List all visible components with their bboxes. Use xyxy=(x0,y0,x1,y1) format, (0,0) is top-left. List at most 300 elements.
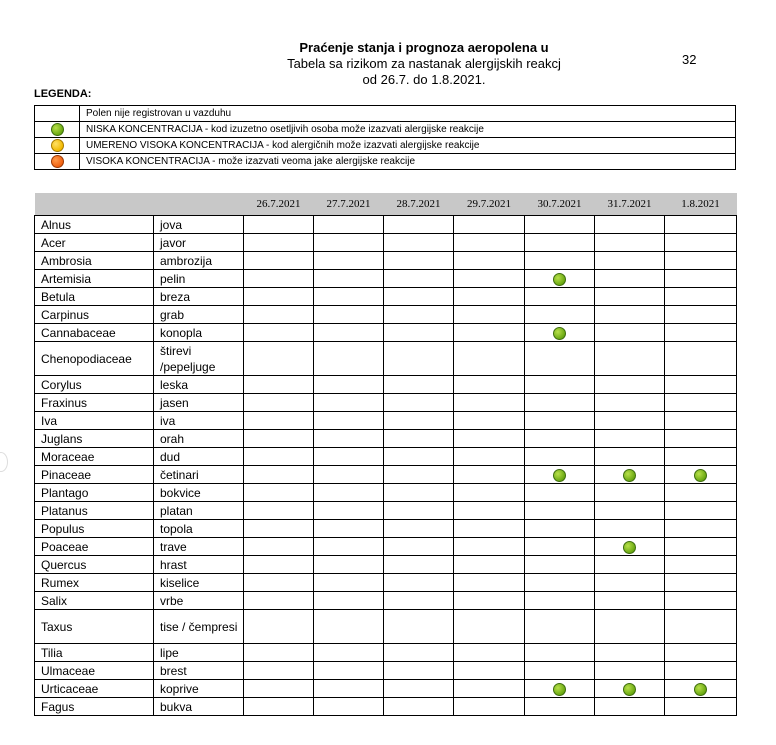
latin-name-cell: Urticaceae xyxy=(35,680,154,698)
forecast-cell xyxy=(525,324,595,342)
forecast-cell xyxy=(525,610,595,644)
latin-name-cell: Platanus xyxy=(35,502,154,520)
forecast-cell xyxy=(384,574,454,592)
forecast-cell xyxy=(454,324,525,342)
forecast-cell xyxy=(665,592,737,610)
forecast-cell xyxy=(525,556,595,574)
forecast-cell xyxy=(244,342,314,376)
concentration-dot-icon xyxy=(623,469,636,482)
forecast-cell xyxy=(454,342,525,376)
forecast-cell xyxy=(454,538,525,556)
latin-name-cell: Artemisia xyxy=(35,270,154,288)
forecast-cell xyxy=(244,556,314,574)
forecast-cell xyxy=(595,412,665,430)
legend-text: NISKA KONCENTRACIJA - kod izuzetno osetljivih osoba može izazvati alergijske reakcije xyxy=(80,122,736,138)
forecast-cell xyxy=(244,234,314,252)
legend-swatch xyxy=(35,154,80,170)
forecast-cell xyxy=(454,448,525,466)
forecast-cell xyxy=(454,610,525,644)
concentration-dot-icon xyxy=(553,327,566,340)
forecast-cell xyxy=(244,610,314,644)
concentration-dot-icon xyxy=(623,541,636,554)
forecast-cell xyxy=(454,680,525,698)
forecast-cell xyxy=(384,216,454,234)
forecast-cell xyxy=(665,556,737,574)
forecast-cell xyxy=(314,644,384,662)
table-row xyxy=(35,680,737,698)
forecast-cell xyxy=(384,484,454,502)
local-name-cell: konopla xyxy=(154,324,244,342)
local-name-cell: dud xyxy=(154,448,244,466)
legend-swatch xyxy=(35,138,80,154)
forecast-cell xyxy=(454,662,525,680)
forecast-cell xyxy=(384,680,454,698)
forecast-cell xyxy=(384,234,454,252)
forecast-cell xyxy=(525,698,595,716)
date-header-cell: 29.7.2021 xyxy=(454,193,525,216)
forecast-cell xyxy=(384,448,454,466)
forecast-cell xyxy=(454,644,525,662)
forecast-cell xyxy=(525,448,595,466)
latin-name-cell: Corylus xyxy=(35,376,154,394)
pollen-forecast-table xyxy=(34,193,737,716)
concentration-dot-icon xyxy=(51,155,64,168)
local-name-cell: ambrozija xyxy=(154,252,244,270)
forecast-cell xyxy=(525,216,595,234)
forecast-cell xyxy=(525,306,595,324)
forecast-cell xyxy=(244,698,314,716)
table-row xyxy=(35,342,737,376)
latin-name-cell: Moraceae xyxy=(35,448,154,466)
legend-row xyxy=(35,154,736,170)
table-row xyxy=(35,216,737,234)
forecast-cell xyxy=(314,556,384,574)
forecast-cell xyxy=(665,698,737,716)
table-row xyxy=(35,288,737,306)
forecast-cell xyxy=(454,412,525,430)
forecast-cell xyxy=(384,412,454,430)
forecast-cell xyxy=(244,270,314,288)
forecast-cell xyxy=(244,538,314,556)
latin-name-cell: Plantago xyxy=(35,484,154,502)
forecast-cell xyxy=(665,234,737,252)
forecast-cell xyxy=(244,662,314,680)
latin-name-cell: Fraxinus xyxy=(35,394,154,412)
table-row xyxy=(35,234,737,252)
table-row xyxy=(35,484,737,502)
forecast-cell xyxy=(384,288,454,306)
forecast-cell xyxy=(525,270,595,288)
forecast-cell xyxy=(665,538,737,556)
latin-name-cell: Acer xyxy=(35,234,154,252)
forecast-cell xyxy=(595,306,665,324)
forecast-cell xyxy=(595,270,665,288)
latin-name-cell: Salix xyxy=(35,592,154,610)
forecast-cell xyxy=(595,288,665,306)
forecast-cell xyxy=(384,466,454,484)
forecast-cell xyxy=(244,484,314,502)
concentration-dot-icon xyxy=(553,469,566,482)
local-name-cell: platan xyxy=(154,502,244,520)
forecast-cell xyxy=(595,484,665,502)
forecast-cell xyxy=(454,270,525,288)
latin-name-cell: Poaceae xyxy=(35,538,154,556)
table-row xyxy=(35,574,737,592)
concentration-dot-icon xyxy=(51,123,64,136)
forecast-cell xyxy=(314,520,384,538)
forecast-cell xyxy=(314,466,384,484)
date-header-cell: 1.8.2021 xyxy=(665,193,737,216)
latin-name-cell: Ulmaceae xyxy=(35,662,154,680)
forecast-cell xyxy=(314,252,384,270)
table-row xyxy=(35,698,737,716)
forecast-cell xyxy=(665,662,737,680)
local-name-cell: breza xyxy=(154,288,244,306)
forecast-cell xyxy=(665,216,737,234)
forecast-cell xyxy=(384,520,454,538)
forecast-cell xyxy=(525,574,595,592)
forecast-cell xyxy=(595,662,665,680)
forecast-cell xyxy=(454,376,525,394)
forecast-cell xyxy=(454,484,525,502)
forecast-cell xyxy=(314,288,384,306)
forecast-cell xyxy=(525,644,595,662)
forecast-cell xyxy=(665,610,737,644)
forecast-cell xyxy=(384,342,454,376)
forecast-cell xyxy=(384,698,454,716)
forecast-cell xyxy=(314,680,384,698)
latin-name-cell: Alnus xyxy=(35,216,154,234)
forecast-cell xyxy=(665,288,737,306)
forecast-cell xyxy=(525,376,595,394)
forecast-cell xyxy=(665,574,737,592)
table-row xyxy=(35,538,737,556)
local-name-cell: tise / čempresi xyxy=(154,610,244,644)
forecast-cell xyxy=(384,270,454,288)
forecast-cell xyxy=(314,610,384,644)
forecast-cell xyxy=(384,610,454,644)
forecast-cell xyxy=(595,252,665,270)
forecast-cell xyxy=(384,502,454,520)
local-name-cell: grab xyxy=(154,306,244,324)
forecast-cell xyxy=(454,520,525,538)
legend-text: UMERENO VISOKA KONCENTRACIJA - kod alergičnih može izazvati alergijske reakcije xyxy=(80,138,736,154)
forecast-cell xyxy=(454,502,525,520)
forecast-cell xyxy=(244,306,314,324)
forecast-cell xyxy=(525,484,595,502)
legend-row xyxy=(35,138,736,154)
local-name-cell: hrast xyxy=(154,556,244,574)
table-row xyxy=(35,376,737,394)
forecast-cell xyxy=(314,574,384,592)
forecast-cell xyxy=(525,520,595,538)
date-header-cell: 28.7.2021 xyxy=(384,193,454,216)
concentration-dot-icon xyxy=(694,683,707,696)
forecast-cell xyxy=(244,252,314,270)
forecast-cell xyxy=(314,306,384,324)
latin-name-cell: Quercus xyxy=(35,556,154,574)
table-row xyxy=(35,252,737,270)
latin-name-cell: Rumex xyxy=(35,574,154,592)
latin-name-cell: Tilia xyxy=(35,644,154,662)
forecast-cell xyxy=(384,306,454,324)
forecast-cell xyxy=(314,342,384,376)
forecast-cell xyxy=(525,502,595,520)
forecast-cell xyxy=(454,556,525,574)
forecast-cell xyxy=(665,270,737,288)
legend-text: Polen nije registrovan u vazduhu xyxy=(80,106,736,122)
table-row xyxy=(35,610,737,644)
legend-row xyxy=(35,106,736,122)
forecast-cell xyxy=(665,252,737,270)
latin-name-cell: Betula xyxy=(35,288,154,306)
forecast-cell xyxy=(665,484,737,502)
forecast-cell xyxy=(314,234,384,252)
forecast-cell xyxy=(314,698,384,716)
forecast-cell xyxy=(525,592,595,610)
forecast-cell xyxy=(454,394,525,412)
forecast-cell xyxy=(454,466,525,484)
forecast-cell xyxy=(244,448,314,466)
forecast-cell xyxy=(314,412,384,430)
local-name-cell: kiselice xyxy=(154,574,244,592)
table-row xyxy=(35,412,737,430)
legend-table xyxy=(34,105,736,170)
table-row xyxy=(35,662,737,680)
forecast-cell xyxy=(244,412,314,430)
forecast-cell xyxy=(525,680,595,698)
forecast-cell xyxy=(525,430,595,448)
forecast-cell xyxy=(525,538,595,556)
local-name-cell: jova xyxy=(154,216,244,234)
local-name-cell: bokvice xyxy=(154,484,244,502)
local-name-cell: koprive xyxy=(154,680,244,698)
forecast-cell xyxy=(244,644,314,662)
legend-text: VISOKA KONCENTRACIJA - može izazvati veoma jake alergijske reakcije xyxy=(80,154,736,170)
legend-swatch xyxy=(35,122,80,138)
date-header-cell: 31.7.2021 xyxy=(595,193,665,216)
latin-name-cell: Iva xyxy=(35,412,154,430)
local-name-cell: iva xyxy=(154,412,244,430)
legend-swatch xyxy=(35,106,80,122)
forecast-cell xyxy=(384,430,454,448)
legend-row xyxy=(35,122,736,138)
latin-name-cell: Fagus xyxy=(35,698,154,716)
forecast-cell xyxy=(384,644,454,662)
forecast-cell xyxy=(314,538,384,556)
concentration-dot-icon xyxy=(694,469,707,482)
table-row xyxy=(35,556,737,574)
latin-name-cell: Chenopodiaceae xyxy=(35,342,154,376)
table-row xyxy=(35,592,737,610)
report-subtitle: Tabela sa rizikom za nastanak alergijskih reakcj xyxy=(287,56,561,71)
forecast-cell xyxy=(454,430,525,448)
forecast-cell xyxy=(314,592,384,610)
table-row xyxy=(35,448,737,466)
forecast-cell xyxy=(595,502,665,520)
forecast-cell xyxy=(665,520,737,538)
forecast-cell xyxy=(384,376,454,394)
forecast-cell xyxy=(595,324,665,342)
forecast-cell xyxy=(595,574,665,592)
forecast-cell xyxy=(665,394,737,412)
concentration-dot-icon xyxy=(623,683,636,696)
forecast-cell xyxy=(454,592,525,610)
forecast-cell xyxy=(665,412,737,430)
forecast-cell xyxy=(665,448,737,466)
local-name-cell: brest xyxy=(154,662,244,680)
concentration-dot-icon xyxy=(553,273,566,286)
forecast-cell xyxy=(314,448,384,466)
forecast-cell xyxy=(244,592,314,610)
forecast-cell xyxy=(384,538,454,556)
forecast-cell xyxy=(454,574,525,592)
local-name-cell: pelin xyxy=(154,270,244,288)
forecast-cell xyxy=(244,520,314,538)
forecast-cell xyxy=(454,234,525,252)
table-row xyxy=(35,430,737,448)
local-name-cell: štirevi /pepeljuge xyxy=(154,342,244,376)
forecast-cell xyxy=(454,698,525,716)
forecast-cell xyxy=(595,448,665,466)
forecast-cell xyxy=(665,680,737,698)
forecast-cell xyxy=(244,502,314,520)
forecast-cell xyxy=(384,252,454,270)
local-name-cell: trave xyxy=(154,538,244,556)
forecast-cell xyxy=(595,698,665,716)
table-row xyxy=(35,644,737,662)
forecast-cell xyxy=(454,252,525,270)
forecast-cell xyxy=(525,252,595,270)
forecast-cell xyxy=(595,376,665,394)
forecast-cell xyxy=(314,376,384,394)
forecast-cell xyxy=(595,342,665,376)
page-number: 32 xyxy=(682,52,697,67)
latin-name-cell: Populus xyxy=(35,520,154,538)
forecast-cell xyxy=(525,342,595,376)
forecast-cell xyxy=(665,644,737,662)
forecast-cell xyxy=(595,592,665,610)
forecast-cell xyxy=(384,662,454,680)
forecast-cell xyxy=(525,234,595,252)
table-row xyxy=(35,324,737,342)
forecast-cell xyxy=(454,306,525,324)
forecast-cell xyxy=(244,216,314,234)
report-title: Praćenje stanja i prognoza aeropolena u xyxy=(299,40,549,55)
local-name-cell: leska xyxy=(154,376,244,394)
forecast-cell xyxy=(665,342,737,376)
forecast-cell xyxy=(665,430,737,448)
local-name-cell: javor xyxy=(154,234,244,252)
forecast-cell xyxy=(384,324,454,342)
forecast-cell xyxy=(454,216,525,234)
forecast-cell xyxy=(314,430,384,448)
forecast-cell xyxy=(665,324,737,342)
latin-name-cell: Pinaceae xyxy=(35,466,154,484)
legend-title: LEGENDA: xyxy=(34,88,92,100)
forecast-cell xyxy=(525,394,595,412)
date-header-cell: 30.7.2021 xyxy=(525,193,595,216)
forecast-cell xyxy=(314,216,384,234)
table-row xyxy=(35,502,737,520)
forecast-cell xyxy=(595,680,665,698)
forecast-cell xyxy=(595,466,665,484)
local-name-cell: topola xyxy=(154,520,244,538)
date-header-cell: 26.7.2021 xyxy=(244,193,314,216)
concentration-dot-icon xyxy=(51,139,64,152)
forecast-cell xyxy=(595,520,665,538)
local-name-cell: jasen xyxy=(154,394,244,412)
forecast-cell xyxy=(665,502,737,520)
forecast-cell xyxy=(595,216,665,234)
table-row xyxy=(35,394,737,412)
date-header-cell: 27.7.2021 xyxy=(314,193,384,216)
latin-name-cell: Ambrosia xyxy=(35,252,154,270)
local-name-cell: bukva xyxy=(154,698,244,716)
forecast-cell xyxy=(314,502,384,520)
forecast-cell xyxy=(244,376,314,394)
latin-name-cell: Carpinus xyxy=(35,306,154,324)
forecast-cell xyxy=(314,324,384,342)
latin-name-cell: Juglans xyxy=(35,430,154,448)
table-row xyxy=(35,270,737,288)
forecast-cell xyxy=(314,484,384,502)
forecast-cell xyxy=(595,644,665,662)
local-name-cell: vrbe xyxy=(154,592,244,610)
forecast-cell xyxy=(244,466,314,484)
forecast-cell xyxy=(314,394,384,412)
forecast-cell xyxy=(595,610,665,644)
forecast-cell xyxy=(665,376,737,394)
forecast-cell xyxy=(314,270,384,288)
report-period: od 26.7. do 1.8.2021. xyxy=(362,72,486,87)
forecast-cell xyxy=(665,466,737,484)
table-row xyxy=(35,306,737,324)
forecast-cell xyxy=(244,288,314,306)
forecast-cell xyxy=(595,234,665,252)
forecast-cell xyxy=(244,680,314,698)
forecast-cell xyxy=(244,430,314,448)
forecast-cell xyxy=(525,466,595,484)
concentration-dot-icon xyxy=(553,683,566,696)
forecast-cell xyxy=(384,394,454,412)
header-blank xyxy=(35,193,244,216)
forecast-cell xyxy=(525,412,595,430)
forecast-cell xyxy=(244,324,314,342)
forecast-cell xyxy=(525,662,595,680)
forecast-cell xyxy=(454,288,525,306)
forecast-cell xyxy=(595,394,665,412)
local-name-cell: četinari xyxy=(154,466,244,484)
forecast-cell xyxy=(384,556,454,574)
forecast-cell xyxy=(314,662,384,680)
page-edge-marker xyxy=(0,452,8,472)
table-row xyxy=(35,466,737,484)
forecast-cell xyxy=(244,394,314,412)
date-header-row xyxy=(35,193,737,216)
forecast-cell xyxy=(595,556,665,574)
latin-name-cell: Taxus xyxy=(35,610,154,644)
forecast-cell xyxy=(665,306,737,324)
forecast-cell xyxy=(384,592,454,610)
forecast-cell xyxy=(244,574,314,592)
local-name-cell: orah xyxy=(154,430,244,448)
forecast-cell xyxy=(525,288,595,306)
table-row xyxy=(35,520,737,538)
local-name-cell: lipe xyxy=(154,644,244,662)
forecast-cell xyxy=(595,430,665,448)
latin-name-cell: Cannabaceae xyxy=(35,324,154,342)
